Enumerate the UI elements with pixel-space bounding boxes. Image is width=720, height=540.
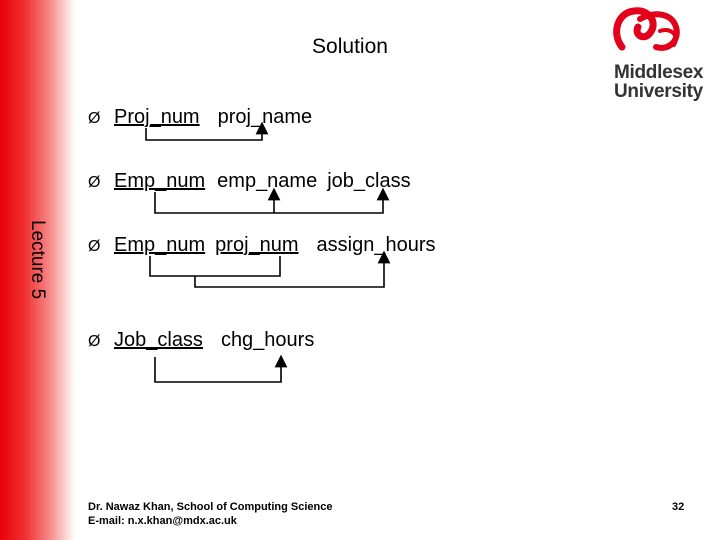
relation-2-attr-2: job_class — [327, 170, 411, 192]
relation-4-key: Job_class — [114, 329, 203, 351]
relation-1 — [88, 106, 312, 129]
footer-author — [88, 500, 332, 528]
relation-2-key: Emp_num — [114, 170, 206, 192]
bullet-arrow-icon: Ø — [88, 174, 101, 191]
relation-4 — [88, 329, 314, 352]
fd-arrow-4 — [155, 357, 281, 382]
bullet-arrow-icon: Ø — [88, 333, 101, 350]
relation-2 — [88, 170, 411, 193]
relation-3-attr-2: assign_hours — [316, 234, 436, 256]
fd-arrow-3a — [150, 256, 280, 276]
fd-arrow-1 — [146, 128, 262, 140]
logo-swirl-icon — [600, 5, 710, 65]
relation-4-attr-1: chg_hours — [220, 329, 315, 351]
fd-arrow-3b — [195, 257, 384, 287]
bullet-arrow-icon: Ø — [88, 110, 101, 127]
fd-arrow-2a — [155, 192, 383, 213]
footer-email: E-mail: n.x.khan@mdx.ac.uk — [88, 515, 237, 527]
relation-3-attr-1: proj_num — [215, 234, 299, 256]
relation-2-attr-1: emp_name — [217, 170, 318, 192]
page-number: 32 — [672, 501, 685, 513]
side-label-text: Lecture 5 — [27, 220, 48, 300]
slide-title: Solution — [312, 35, 388, 58]
university-logo — [600, 5, 710, 105]
relation-3-key: Emp_num proj_num — [114, 234, 299, 256]
relation-1-attr-1: proj_name — [217, 106, 313, 128]
relation-3 — [88, 234, 436, 257]
logo-line2: University — [614, 81, 703, 102]
relation-1-key: Proj_num — [114, 106, 200, 128]
logo-line1: Middlesex — [614, 62, 704, 83]
side-label — [22, 220, 48, 330]
bullet-arrow-icon: Ø — [88, 238, 101, 255]
footer-line1: Dr. Nawaz Khan, School of Computing Science — [88, 501, 333, 513]
